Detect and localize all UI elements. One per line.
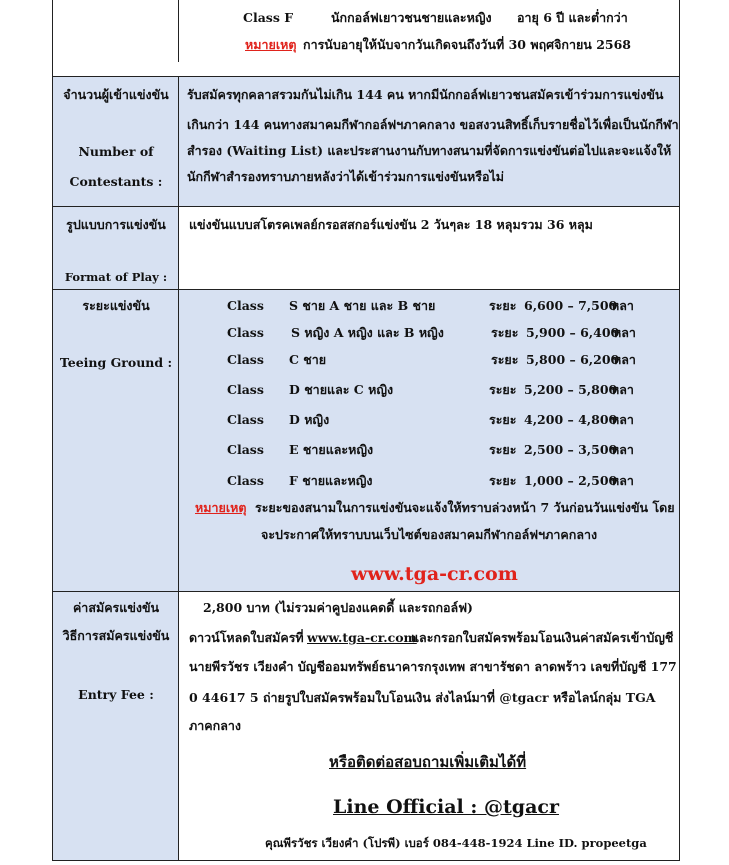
class-f-label: Class F: [243, 10, 294, 25]
tee-row-1-distance-label: ระยะ: [489, 298, 517, 313]
tee-row-7-range: 1,000 – 2,500: [524, 473, 618, 488]
entry-fee-label-en: Entry Fee :: [78, 687, 154, 702]
class-f-row: [53, 0, 679, 62]
tee-row-7-class: Class: [227, 473, 264, 488]
class-f-label-cell: [53, 0, 179, 62]
teeing-label-cell: [53, 290, 179, 591]
class-f-description: นักกอล์ฟเยาวชนชายและหญิง: [331, 10, 492, 25]
teeing-content-cell: [179, 290, 679, 591]
tee-row-4-range: 5,200 – 5,800: [524, 382, 618, 397]
fee-amount: 2,800 บาท (ไม่รวมค่าคูปองแคดดี้ และรถกอล์ฟ): [203, 600, 473, 615]
tee-row-4-name: D ชายและ C หญิง: [289, 382, 394, 397]
tee-row-2-name: S หญิง A หญิง และ B หญิง: [291, 325, 444, 340]
contestants-label-th: จำนวนผู้เข้าแข่งขัน: [63, 87, 169, 102]
fee-line-2-suffix: และกรอกใบสมัครพร้อมโอนเงินค่าสมัครเข้าบัญชี: [411, 630, 674, 645]
tee-row-1-name: S ชาย A ชาย และ B ชาย: [289, 298, 436, 313]
fee-region-line: ภาคกลาง: [189, 718, 241, 733]
format-label-cell: [53, 207, 179, 289]
tee-row-3-unit: หลา: [613, 352, 636, 367]
format-content-cell: [179, 207, 679, 289]
fee-line-2-prefix: ดาวน์โหลดใบสมัครที่: [189, 630, 304, 645]
contestants-line-4: นักกีฬาสำรองทราบภายหลังว่าได้เข้าร่วมการแข่งขันหรือไม่: [187, 169, 505, 184]
format-label-th: รูปแบบการแข่งขัน: [66, 217, 166, 232]
fee-download-link[interactable]: www.tga-cr.com: [307, 630, 417, 645]
contact-person: คุณพีรวัชร เวียงคำ (โปรพี) เบอร์ 084-448-1924 Line ID. propeetga: [265, 836, 647, 850]
line-official-id[interactable]: Line Official : @tgacr: [333, 796, 559, 818]
contestants-label-en-2: Contestants :: [69, 174, 163, 189]
tee-row-2-class: Class: [227, 325, 264, 340]
age-note-label: หมายเหตุ: [245, 37, 297, 52]
contestants-content-cell: [179, 77, 679, 206]
tee-row-5-name: D หญิง: [289, 412, 330, 427]
tee-row-1-class: Class: [227, 298, 264, 313]
tee-row-7-name: F ชายและหญิง: [289, 473, 373, 488]
tee-row-7-unit: หลา: [611, 473, 634, 488]
contestants-row: [53, 76, 679, 206]
age-note-text: การนับอายุให้นับจากวันเกิดจนถึงวันที่ 30 พฤศจิกายน 2568: [303, 37, 631, 52]
tee-row-5-distance-label: ระยะ: [489, 412, 517, 427]
tee-row-6-class: Class: [227, 442, 264, 457]
format-label-en: Format of Play :: [64, 270, 168, 284]
tee-row-6-unit: หลา: [611, 442, 634, 457]
tee-row-4-unit: หลา: [611, 382, 634, 397]
teeing-row: [53, 289, 679, 591]
teeing-label-en: Teeing Ground :: [59, 355, 173, 370]
tee-row-1-range: 6,600 – 7,500: [524, 298, 618, 313]
class-f-content-cell: [179, 0, 679, 62]
distance-note-line-1: ระยะของสนามในการแข่งขันจะแจ้งให้ทราบล่วงหน้า 7 วันก่อนวันแข่งขัน โดย: [255, 500, 675, 515]
distance-note-label: หมายเหตุ: [195, 500, 247, 515]
contestants-line-2: เกินกว่า 144 คนทางสมาคมกีฬากอล์ฟฯภาคกลาง ขอสงวนสิทธิ์เก็บรายชื่อไว้เพื่อเป็นนักกีฬา: [187, 117, 679, 132]
tee-row-1-unit: หลา: [611, 298, 634, 313]
tee-row-5-range: 4,200 – 4,800: [524, 412, 618, 427]
tee-row-6-range: 2,500 – 3,500: [524, 442, 618, 457]
tee-row-3-distance-label: ระยะ: [491, 352, 519, 367]
tee-row-3-name: C ชาย: [289, 352, 327, 367]
website-link[interactable]: www.tga-cr.com: [351, 563, 518, 585]
contact-heading: หรือติดต่อสอบถามเพิ่มเติมได้ที่: [329, 753, 527, 771]
tee-row-6-name: E ชายและหญิง: [289, 442, 374, 457]
contestants-label-cell: [53, 77, 179, 206]
tee-row-7-distance-label: ระยะ: [489, 473, 517, 488]
format-row: [53, 206, 679, 289]
contestants-line-1: รับสมัครทุกคลาสรวมกันไม่เกิน 144 คน หากมีนักกอล์ฟเยาวชนสมัครเข้าร่วมการแข่งขัน: [187, 87, 664, 102]
class-f-age: อายุ 6 ปี และต่ำกว่า: [517, 10, 628, 25]
teeing-label-th: ระยะแข่งขัน: [82, 298, 150, 313]
tee-row-4-distance-label: ระยะ: [489, 382, 517, 397]
entry-fee-label-th-1: ค่าสมัครแข่งขัน: [72, 600, 160, 615]
tee-row-2-distance-label: ระยะ: [491, 325, 519, 340]
contestants-label-en-1: Number of: [78, 144, 154, 159]
tee-row-3-class: Class: [227, 352, 264, 367]
entry-fee-label-th-2: วิธีการสมัครแข่งขัน: [62, 628, 170, 643]
entry-conditions-table: [52, 0, 680, 861]
fee-bank-account-line: นายพีรวัชร เวียงคำ บัญชีออมทรัพย์ธนาคารกรุงเทพ สาขารัชดา ลาดพร้าว เลขที่บัญชี 177: [189, 659, 677, 674]
fee-send-line: 0 44617 5 ถ่ายรูปใบสมัครพร้อมใบโอนเงิน ส่งไลน์มาที่ @tgacr หรือไลน์กลุ่ม TGA: [189, 690, 656, 705]
tee-row-5-unit: หลา: [611, 412, 634, 427]
entry-fee-label-cell: [53, 592, 179, 860]
tee-row-3-range: 5,800 – 6,200: [526, 352, 620, 367]
format-text: แข่งขันแบบสโตรคเพลย์กรอสสกอร์แข่งขัน 2 วันๆละ 18 หลุมรวม 36 หลุม: [189, 217, 593, 232]
tee-row-4-class: Class: [227, 382, 264, 397]
entry-fee-row: [53, 591, 679, 860]
contestants-line-3: สำรอง (Waiting List) และประสานงานกับทางสนามที่จัดการแข่งขันต่อไปและจะแจ้งให้: [187, 143, 672, 158]
tee-row-2-range: 5,900 – 6,400: [526, 325, 620, 340]
tee-row-2-unit: หลา: [613, 325, 636, 340]
tee-row-5-class: Class: [227, 412, 264, 427]
distance-note-line-2: จะประกาศให้ทราบบนเว็บไซต์ของสมาคมกีฬากอล์ฟฯภาคกลาง: [261, 527, 598, 542]
entry-fee-content-cell: [179, 592, 679, 860]
tee-row-6-distance-label: ระยะ: [489, 442, 517, 457]
